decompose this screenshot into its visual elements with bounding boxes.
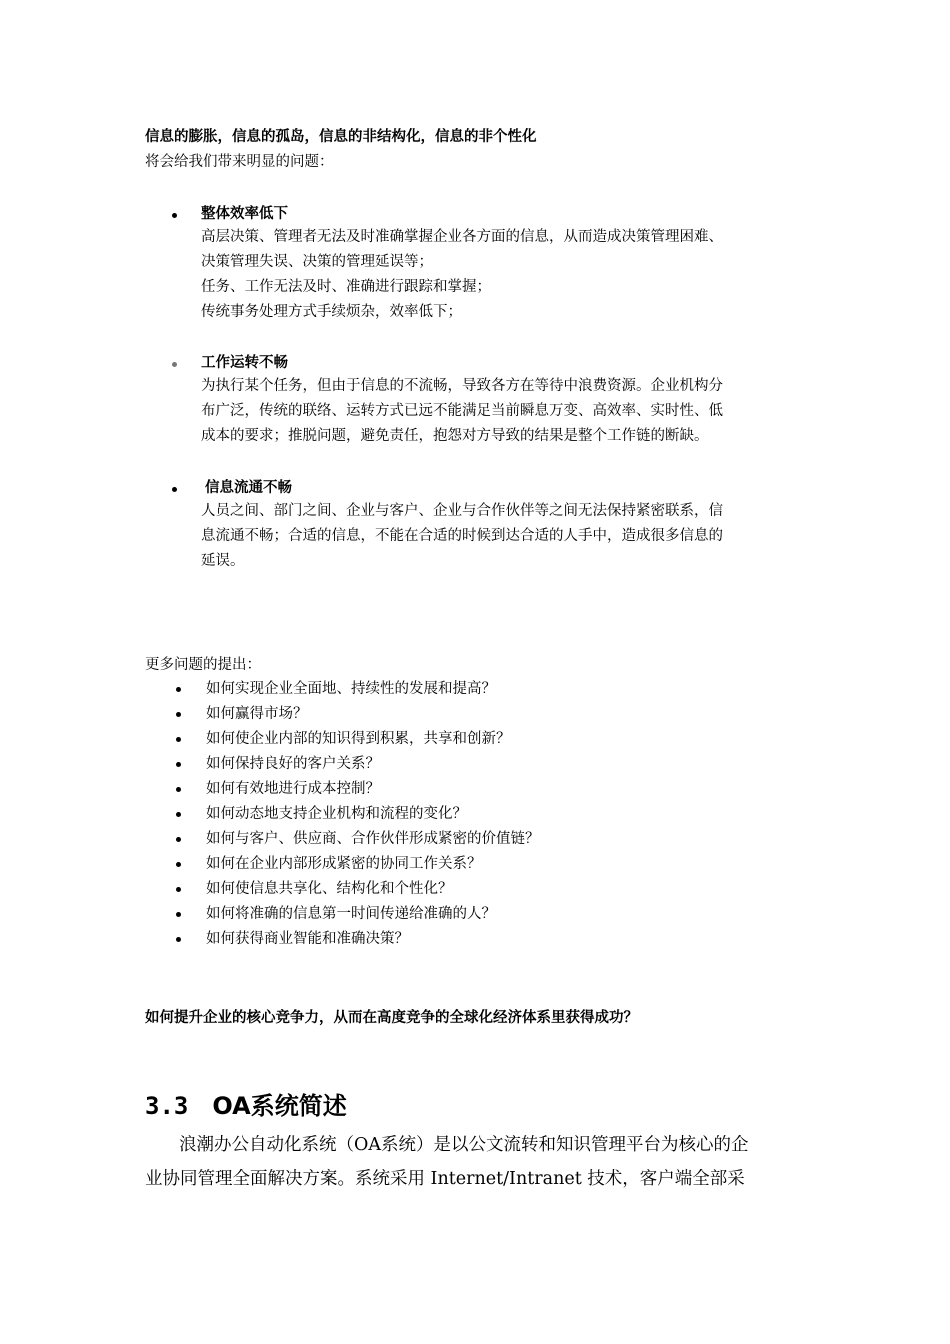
section-line: 传统事务处理方式手续烦杂，效率低下； — [201, 304, 462, 320]
section-title-text: OA系统简述 — [212, 1092, 347, 1120]
bullet-icon — [176, 912, 181, 917]
body-paragraph — [145, 1128, 810, 1196]
section-body — [201, 225, 811, 325]
bullet-icon — [176, 762, 181, 767]
conclusion-question: 如何提升企业的核心竞争力，从而在高度竞争的全球化经济体系里获得成功？ — [145, 1010, 638, 1026]
document-page: 信息的膨胀，信息的孤岛，信息的非结构化，信息的非个性化 将会给我们带来明显的问题： 整体效率低下 高层决策、管理者无法及时准确掌握企业各方面的信息，从而造成决策管理困难、 决策管理失误、决策的管理延误等； 任务、工作无法及时、准确进行跟踪和掌握； 传统事务处理方式手续烦杂，效率低下； 工作运转不畅 为执行某个任务，但由于信息的不流畅，导致各方在等待中浪费资源。企业机构分 布广泛，传统的联络、运转方式已远不能满足当前瞬息万变、高效率、实时性、低 成本的要求；推脱问题，避免责任，抱怨对方导致的结果是整个工作链的断缺。 信息流通不畅 人员之间、部门之间、企业与客户、企业与合作伙伴等之间无法保持紧密联系，信 息流通不畅；合适的信息，不能在合适的时候到达合适的人手中，造成很多信息的 延误。 更多问题的提出： 如何实现企业全面地、持续性的发展和提高？ 如何赢得市场？ 如何使企业内部的知识得到积累，共享和创新？ 如何保持良好的客户关系？ 如何有效地进行成本控制？ 如何动态地支持企业机构和流程的变化？ 如何与客户、供应商、合作伙伴形成紧密的价值链？ 如何在企业内部形成紧密的协同工作关系？ 如何使信息共享化、结构化和个性化？ 如何将准确的信息第一时间传递给准确的人？ 如何获得商业智能和准确决策？ 如何提升企业的核心竞争力，从而在高度竞争的全球化经济体系里获得成功？ 3.3 OA系统简述 浪潮办公自动化系统（OA系统）是以公文流转和知识管理平台为核心的企 业协同管理全面解决方案。系统采用 Internet/Intranet 技术，客户端全部采 — [0, 0, 950, 1344]
bullet-icon — [172, 207, 180, 215]
paragraph-line: 业协同管理全面解决方案。系统采用 Internet/Intranet 技术，客户端全部采 — [145, 1169, 745, 1189]
section-line: 高层决策、管理者无法及时准确掌握企业各方面的信息，从而造成决策管理困难、 — [201, 229, 723, 245]
bullet-icon — [176, 862, 181, 867]
section-line: 为执行某个任务，但由于信息的不流畅，导致各方在等待中浪费资源。企业机构分 — [201, 378, 723, 394]
bullet-icon — [176, 687, 181, 692]
section-heading: 信息流通不畅 — [205, 480, 292, 496]
bullet-icon — [172, 356, 180, 364]
bullet-icon — [176, 737, 181, 742]
section-heading: 工作运转不畅 — [201, 355, 288, 371]
section-line: 任务、工作无法及时、准确进行跟踪和掌握； — [201, 279, 491, 295]
section-body — [201, 499, 811, 574]
section-line: 延误。 — [201, 553, 245, 569]
section-line: 布广泛，传统的联络、运转方式已远不能满足当前瞬息万变、高效率、实时性、低 — [201, 403, 723, 419]
section-line: 决策管理失误、决策的管理延误等； — [201, 254, 433, 270]
section-title — [145, 1090, 347, 1122]
bullet-icon — [176, 787, 181, 792]
section-number: 3.3 — [145, 1092, 189, 1120]
section-line: 人员之间、部门之间、企业与客户、企业与合作伙伴等之间无法保持紧密联系，信 — [201, 503, 723, 519]
section-heading: 整体效率低下 — [201, 206, 288, 222]
section-line: 成本的要求；推脱问题，避免责任，抱怨对方导致的结果是整个工作链的断缺。 — [201, 428, 709, 444]
intro-subtitle: 将会给我们带来明显的问题： — [145, 154, 334, 170]
section-line: 息流通不畅；合适的信息，不能在合适的时候到达合适的人手中，造成很多信息的 — [201, 528, 723, 544]
bullet-icon — [172, 481, 180, 489]
intro-title: 信息的膨胀，信息的孤岛，信息的非结构化，信息的非个性化 — [145, 129, 537, 145]
more-questions-label: 更多问题的提出： — [145, 657, 261, 673]
bullet-icon — [176, 937, 181, 942]
bullet-icon — [176, 712, 181, 717]
paragraph-line: 浪潮办公自动化系统（OA系统）是以公文流转和知识管理平台为核心的企 — [179, 1135, 749, 1155]
section-body — [201, 374, 811, 449]
bullet-icon — [176, 887, 181, 892]
bullet-icon — [176, 812, 181, 817]
bullet-icon — [176, 837, 181, 842]
